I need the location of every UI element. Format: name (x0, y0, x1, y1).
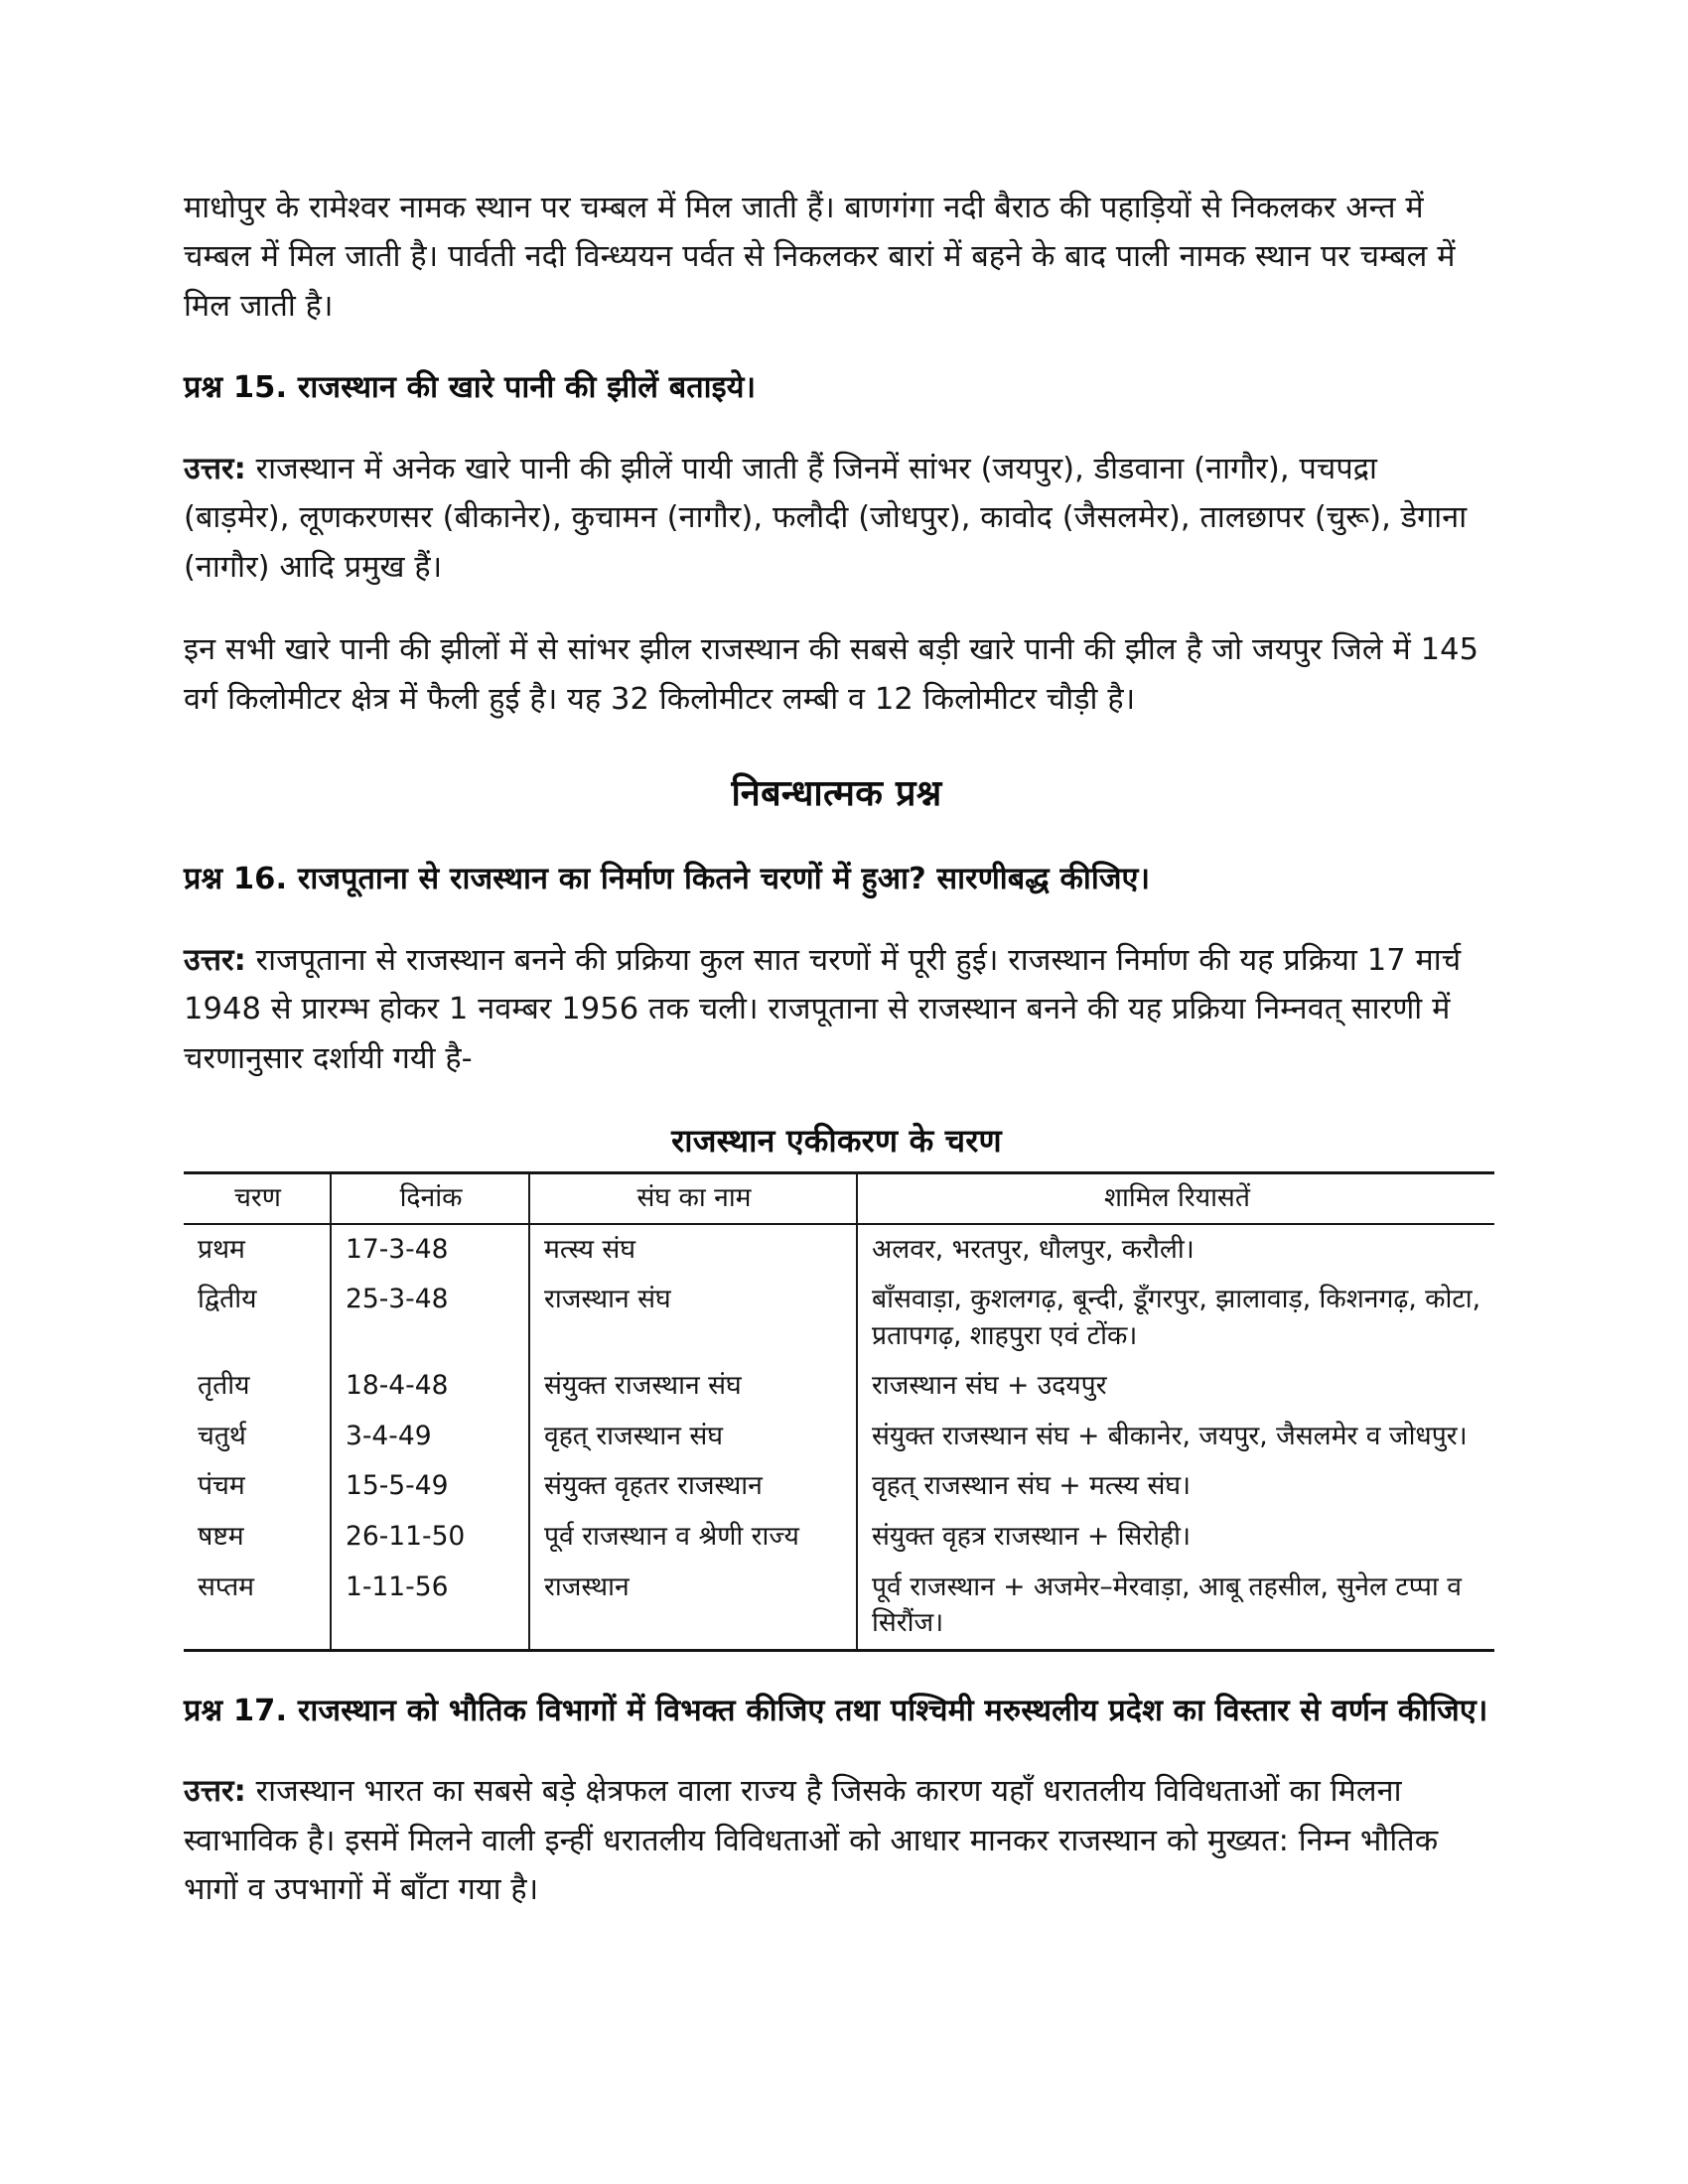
cell-phase: चतुर्थ (198, 1420, 246, 1451)
section-heading-essay-questions: निबन्धात्मक प्रश्न (731, 773, 942, 815)
answer-16-text: राजपूताना से राजस्थान बनने की प्रक्रिया कुल सात चरणों में पूरी हुई। राजस्थान निर्माण की यह प्रक्रिया 17 मार्च 1948 से प्रारम्भ होकर 1 नवम्बर 1956 तक चली। राजपूताना से राजस्थान बनने की यह प्रक्रिया निम्नवत् सारणी में चरणानुसार दर्शायी गयी है- (184, 942, 1462, 1076)
cell-date: 3-4-49 (331, 1412, 529, 1462)
answer-17-text: राजस्थान भारत का सबसे बड़े क्षेत्रफल वाला राज्य है जिसके कारण यहाँ धरातलीय विविधताओं का मिलना स्वाभाविक है। इसमें मिलने वाली इन्हीं धरातलीय विविधताओं को आधार मानकर राजस्थान को मुख्यत: निम्न भौतिक भागों व उपभागों में बाँटा गया है। (184, 1774, 1439, 1908)
cell-date: 15-5-49 (331, 1461, 529, 1512)
table-row (184, 1461, 1494, 1512)
table-header-phase: चरण (184, 1173, 331, 1224)
table-row (184, 1412, 1494, 1462)
question-17-heading: प्रश्न 17. राजस्थान को भौतिक विभागों में विभक्त कीजिए तथा पश्चिमी मरुस्थलीय प्रदेश का विस्तार से वर्णन कीजिए। (184, 1693, 1488, 1728)
integration-phases-table (184, 1171, 1494, 1652)
table-row (184, 1361, 1494, 1412)
answer-16-paragraph (184, 936, 1489, 1083)
table-header-date: दिनांक (331, 1173, 529, 1224)
answer-15-paragraph-2: इन सभी खारे पानी की झीलों में से सांभर झील राजस्थान की सबसे बड़ी खारे पानी की झील है जो जयपुर जिले में 145 वर्ग किलोमीटर क्षेत्र में फैली हुई है। यह 32 किलोमीटर लम्बी व 12 किलोमीटर चौड़ी है। (184, 632, 1479, 717)
cell-states: वृहत् राजस्थान संघ + मत्स्य संघ। (857, 1461, 1494, 1512)
question-15-heading: प्रश्न 15. राजस्थान की खारे पानी की झीलें बताइये। (184, 370, 757, 406)
answer-17-paragraph (184, 1767, 1489, 1914)
cell-phase: पंचम (198, 1470, 245, 1502)
cell-date: 17-3-48 (331, 1224, 529, 1276)
table-header-row (184, 1173, 1494, 1224)
cell-date: 26-11-50 (331, 1512, 529, 1563)
cell-phase: तृतीय (198, 1370, 250, 1402)
table-row (184, 1563, 1494, 1651)
answer-15-paragraph (184, 445, 1489, 592)
cell-union: राजस्थान संघ (529, 1275, 857, 1361)
cell-states: अलवर, भरतपुर, धौलपुर, करौली। (857, 1224, 1494, 1276)
cell-date: 1-11-56 (331, 1563, 529, 1651)
cell-date: 25-3-48 (331, 1275, 529, 1361)
cell-union: राजस्थान (529, 1563, 857, 1651)
table-header-union: संघ का नाम (529, 1173, 857, 1224)
table-row (184, 1512, 1494, 1563)
table-bottom-spacer (184, 1662, 1489, 1688)
cell-states: संयुक्त वृहत्र राजस्थान + सिरोही। (857, 1512, 1494, 1563)
table-body (184, 1224, 1494, 1651)
integration-phases-table-wrapper (184, 1119, 1489, 1652)
cell-states: पूर्व राजस्थान + अजमेर–मेरवाड़ा, आबू तहसील, सुनेल टप्पा व सिरौंज। (857, 1563, 1494, 1651)
answer-16-label: उत्तर: (184, 942, 246, 978)
table-header-states: शामिल रियासतें (857, 1173, 1494, 1224)
table-title: राजस्थान एकीकरण के चरण (671, 1122, 1002, 1160)
cell-phase: द्वितीय (198, 1284, 257, 1315)
cell-states: राजस्थान संघ + उदयपुर (857, 1361, 1494, 1412)
table-head (184, 1173, 1494, 1224)
cell-union: मत्स्य संघ (529, 1224, 857, 1276)
table-row (184, 1275, 1494, 1361)
cell-union: पूर्व राजस्थान व श्रेणी राज्य (529, 1512, 857, 1563)
cell-date: 18-4-48 (331, 1361, 529, 1412)
intro-paragraph: माधोपुर के रामेश्वर नामक स्थान पर चम्बल में मिल जाती हैं। बाणगंगा नदी बैराठ की पहाड़ियों से निकलकर अन्त में चम्बल में मिल जाती है। पार्वती नदी विन्ध्ययन पर्वत से निकलकर बारां में बहने के बाद पाली नामक स्थान पर चम्बल में मिल जाती है। (184, 191, 1456, 324)
cell-union: संयुक्त राजस्थान संघ (529, 1361, 857, 1412)
cell-union: वृहत् राजस्थान संघ (529, 1412, 857, 1462)
question-16-heading: प्रश्न 16. राजपूताना से राजस्थान का निर्माण कितने चरणों में हुआ? सारणीबद्ध कीजिए। (184, 862, 1151, 897)
cell-states: बाँसवाड़ा, कुशलगढ़, बून्दी, डूँगरपुर, झालावाड़, किशनगढ़, कोटा, प्रतापगढ़, शाहपुरा एवं टोंक। (857, 1275, 1494, 1361)
cell-phase: षष्टम (198, 1521, 244, 1552)
answer-15-label: उत्तर: (184, 452, 246, 487)
answer-15-text: राजस्थान में अनेक खारे पानी की झीलें पायी जाती हैं जिनमें सांभर (जयपुर), डीडवाना (नागौर), पचपद्रा (बाड़मेर), लूणकरणसर (बीकानेर), कुचामन (नागौर), फलौदी (जोधपुर), कावोद (जैसलमेर), तालछापर (चुरू), डेगाना (नागौर) आदि प्रमुख हैं। (184, 452, 1468, 585)
cell-union: संयुक्त वृहतर राजस्थान (529, 1461, 857, 1512)
cell-phase: प्रथम (198, 1233, 245, 1265)
table-row (184, 1224, 1494, 1276)
cell-states: संयुक्त राजस्थान संघ + बीकानेर, जयपुर, जैसलमेर व जोधपुर। (857, 1412, 1494, 1462)
cell-phase: सप्तम (184, 1563, 331, 1651)
answer-17-label: उत्तर: (184, 1774, 246, 1810)
